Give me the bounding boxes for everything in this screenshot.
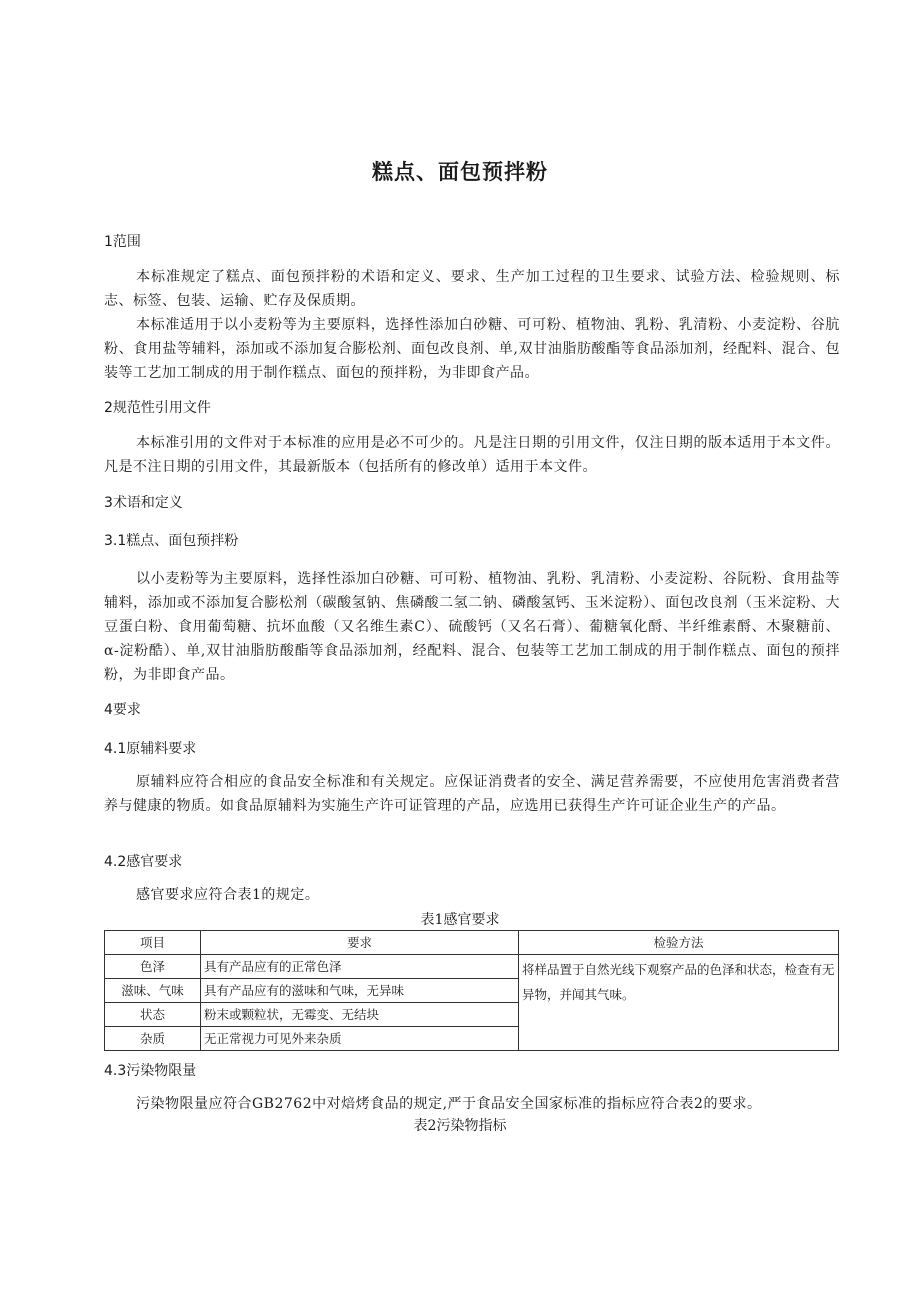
table-cell-item: 状态 — [105, 1003, 201, 1027]
section-4-heading: 4要求 — [104, 702, 141, 718]
section-2-heading: 2规范性引用文件 — [104, 400, 211, 416]
table-header-item: 项目 — [105, 931, 201, 955]
section-1-heading: 1范围 — [104, 234, 141, 250]
section-1-paragraph-2: 本标准适用于以小麦粉等为主要原料，选择性添加白砂糖、可可粉、植物油、乳粉、乳清粉、小麦淀粉、谷肮粉、食用盐等辅料，添加或不添加复合膨松剂、面包改良剂、单,双甘油脂肪酸酯等食品添加剂，经配料、混合、包装等工艺加工制成的用于制作糕点、面包的预拌粉，为非即食产品。 — [104, 317, 840, 381]
table-header-row — [105, 931, 839, 955]
table-header-method: 检验方法 — [519, 931, 839, 955]
table-header-requirement: 要求 — [201, 931, 519, 955]
section-4-2-paragraph: 感官要求应符合表1的规定。 — [136, 887, 320, 903]
table-cell-requirement: 具有产品应有的滋味和气味，无异味 — [201, 979, 519, 1003]
table-cell-method: 将样品置于自然光线下观察产品的色泽和状态，检查有无异物，并闻其气味。 — [519, 955, 839, 1051]
document-title: 糕点、面包预拌粉 — [372, 160, 548, 184]
section-4-3-heading: 4.3污染物限量 — [104, 1063, 197, 1079]
section-3-1-heading: 3.1糕点、面包预拌粉 — [104, 533, 239, 549]
section-3-1-paragraph: 以小麦粉等为主要原料，选择性添加白砂糖、可可粉、植物油、乳粉、乳清粉、小麦淀粉、谷阮粉、食用盐等辅料，添加或不添加复合膨松剂（碳酸氢钠、焦磷酸二氢二钠、磷酸氢钙、玉米淀粉）、面包改良剂（玉米淀粉、大豆蛋白粉、食用葡萄糖、抗坏血酸（又名维生素C）、硫酸钙（又名石膏）、葡糖氧化酹、半纤维素酹、木聚糖前、α-淀粉酷）、单,双甘油脂肪酸酯等食品添加剂，经配料、混合、包装等工艺加工制成的用于制作糕点、面包的预拌粉，为非即食产品。 — [104, 571, 840, 683]
section-2-paragraph: 本标准引用的文件对于本标准的应用是必不可少的。凡是注日期的引用文件，仅注日期的版本适用于本文件。凡是不注日期的引用文件，其最新版本（包括所有的修改单）适用于本文件。 — [104, 435, 840, 475]
table-cell-item: 杂质 — [105, 1027, 201, 1051]
section-4-3-paragraph: 污染物限量应符合GB2762中对焙烤食品的规定,严于食品安全国家标准的指标应符合表2的要求。 — [136, 1096, 762, 1112]
table-2-caption: 表2污染物指标 — [413, 1118, 507, 1134]
table-cell-requirement: 具有产品应有的正常色泽 — [201, 955, 519, 979]
section-4-1-heading: 4.1原辅料要求 — [104, 741, 197, 757]
section-4-2-heading: 4.2感官要求 — [104, 854, 183, 870]
table-cell-item: 滋味、气味 — [105, 979, 201, 1003]
table-row — [105, 955, 839, 979]
section-1-paragraph-1: 本标准规定了糕点、面包预拌粉的术语和定义、要求、生产加工过程的卫生要求、试验方法、检验规则、标志、标签、包装、运输、贮存及保质期。 — [104, 269, 840, 309]
section-4-1-paragraph: 原辅料应符合相应的食品安全标准和有关规定。应保证消费者的安全、满足营养需要，不应使用危害消费者营养与健康的物质。如食品原辅料为实施生产许可证管理的产品，应选用已获得生产许可证企业生产的产品。 — [104, 774, 840, 814]
table-1-caption: 表1感官要求 — [420, 912, 500, 928]
table-1-sensory-requirements — [104, 930, 839, 1051]
section-3-heading: 3术语和定义 — [104, 495, 183, 511]
table-cell-item: 色泽 — [105, 955, 201, 979]
table-cell-requirement: 无正常视力可见外来杂质 — [201, 1027, 519, 1051]
table-cell-requirement: 粉末或颗粒状，无霉变、无结块 — [201, 1003, 519, 1027]
